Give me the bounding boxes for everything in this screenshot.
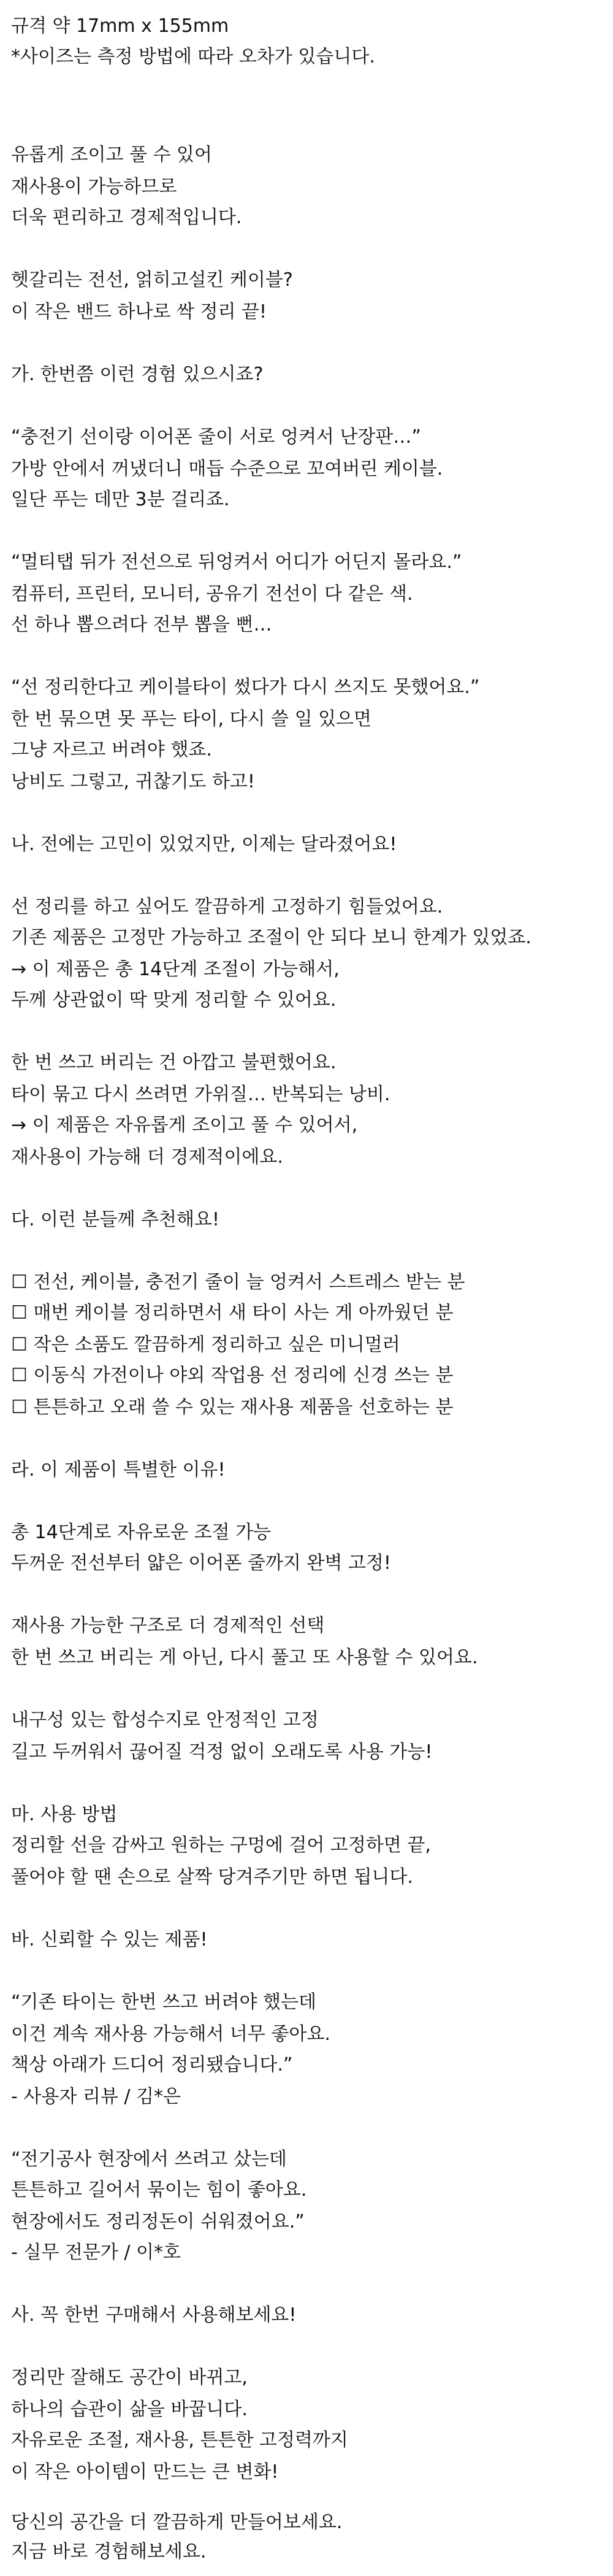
section-ba-heading: 바. 신뢰할 수 있는 제품! [11, 1929, 208, 1950]
na-block2-line-1: 한 번 쓰고 버리는 건 아깝고 불편했어요. [11, 1052, 337, 1073]
section-ra-heading: 라. 이 제품이 특별한 이유! [11, 1459, 226, 1481]
review1-line-1: “기존 타이는 한번 쓰고 버려야 했는데 [11, 1991, 316, 2013]
ma-line-1: 정리할 선을 감싸고 원하는 구멍에 걸어 고정하면 끝, [11, 1834, 431, 1856]
na-block1-line-2: 기존 제품은 고정만 가능하고 조절이 안 되다 보니 한계가 있었죠. [11, 927, 531, 948]
spec-size: 규격 약 17mm x 155mm [11, 15, 229, 37]
case1-line-3: 일단 푸는 데만 3분 걸리죠. [11, 489, 230, 510]
section-na-heading: 나. 전에는 고민이 있었지만, 이제는 달라졌어요! [11, 834, 397, 855]
case2-line-2: 컴퓨터, 프린터, 모니터, 공유기 전선이 다 같은 색. [11, 583, 413, 605]
recommend-item: ☐ 매번 케이블 정리하면서 새 타이 사는 게 아까웠던 분 [11, 1302, 454, 1324]
ra-point3-line-1: 내구성 있는 합성수지로 안정적인 고정 [11, 1709, 319, 1731]
intro-line-2: 재사용이 가능하므로 [11, 176, 177, 197]
spec-note: *사이즈는 측정 방법에 따라 오차가 있습니다. [11, 46, 375, 67]
intro-line-3: 더욱 편리하고 경제적입니다. [11, 207, 242, 228]
recommend-item: ☐ 작은 소품도 깔끔하게 정리하고 싶은 미니멀러 [11, 1334, 400, 1355]
na-block2-line-4: 재사용이 가능해 더 경제적이에요. [11, 1146, 283, 1168]
intro-line-1: 유롭게 조이고 풀 수 있어 [11, 144, 212, 166]
review1-line-2: 이건 계속 재사용 가능해서 너무 좋아요. [11, 2023, 330, 2045]
case2-line-3: 선 하나 뽑으려다 전부 뽑을 뻔… [11, 614, 272, 635]
ra-point3-line-2: 길고 두꺼워서 끊어질 걱정 없이 오래도록 사용 가능! [11, 1741, 433, 1763]
sa-block1-line-1: 정리만 잘해도 공간이 바뀌고, [11, 2367, 248, 2388]
hook-line-1: 헷갈리는 전선, 얽히고설킨 케이블? [11, 269, 293, 291]
section-ma-heading: 마. 사용 방법 [11, 1804, 118, 1825]
recommend-item: ☐ 이동식 가전이나 야외 작업용 선 정리에 신경 쓰는 분 [11, 1365, 454, 1386]
case1-line-1: “충전기 선이랑 이어폰 줄이 서로 엉켜서 난장판…” [11, 426, 421, 448]
section-da-heading: 다. 이런 분들께 추천해요! [11, 1209, 219, 1230]
ra-point1-line-2: 두꺼운 전선부터 얇은 이어폰 줄까지 완벽 고정! [11, 1552, 391, 1574]
sa-block2-line-1: 당신의 공간을 더 깔끔하게 만들어보세요. [11, 2512, 343, 2533]
ra-point2-line-1: 재사용 가능한 구조로 더 경제적인 선택 [11, 1615, 325, 1636]
review2-line-3: 현장에서도 정리정돈이 쉬워졌어요.” [11, 2211, 305, 2233]
case3-line-4: 낭비도 그렇고, 귀찮기도 하고! [11, 771, 255, 792]
na-block1-line-4: 두께 상관없이 딱 맞게 정리할 수 있어요. [11, 989, 337, 1011]
section-sa-heading: 사. 꼭 한번 구매해서 사용해보세요! [11, 2304, 297, 2326]
section-ga-heading: 가. 한번쯤 이런 경험 있으시죠? [11, 364, 264, 385]
case1-line-2: 가방 안에서 꺼냈더니 매듭 수준으로 꼬여버린 케이블. [11, 458, 443, 480]
sa-block1-line-4: 이 작은 아이템이 만드는 큰 변화! [11, 2461, 279, 2483]
review1-author: - 사용자 리뷰 / 김*은 [11, 2086, 181, 2107]
recommend-item: ☐ 전선, 케이블, 충전기 줄이 늘 엉켜서 스트레스 받는 분 [11, 1271, 465, 1293]
case2-line-1: “멀티탭 뒤가 전선으로 뒤엉켜서 어디가 어딘지 몰라요.” [11, 551, 462, 573]
case3-line-1: “선 정리한다고 케이블타이 썼다가 다시 쓰지도 못했어요.” [11, 677, 480, 698]
sa-block1-line-3: 자유로운 조절, 재사용, 튼튼한 고정력까지 [11, 2429, 348, 2451]
case3-line-3: 그냥 자르고 버려야 했죠. [11, 739, 212, 761]
review2-line-2: 튼튼하고 길어서 묶이는 힘이 좋아요. [11, 2179, 307, 2201]
na-block1-line-3: → 이 제품은 총 14단계 조절이 가능해서, [11, 959, 340, 980]
sa-block2-line-2: 지금 바로 경험해보세요. [11, 2541, 207, 2563]
review2-line-1: “전기공사 현장에서 쓰려고 샀는데 [11, 2149, 287, 2170]
ra-point1-line-1: 총 14단계로 자유로운 조절 가능 [11, 1522, 272, 1543]
recommend-item: ☐ 튼튼하고 오래 쓸 수 있는 재사용 제품을 선호하는 분 [11, 1397, 454, 1418]
ma-line-2: 풀어야 할 땐 손으로 살짝 당겨주기만 하면 됩니다. [11, 1866, 413, 1888]
ra-point2-line-2: 한 번 쓰고 버리는 게 아닌, 다시 풀고 또 사용할 수 있어요. [11, 1647, 478, 1668]
na-block2-line-3: → 이 제품은 자유롭게 조이고 풀 수 있어서, [11, 1114, 358, 1136]
sa-block1-line-2: 하나의 습관이 삶을 바꿉니다. [11, 2399, 248, 2420]
review1-line-3: 책상 아래가 드디어 정리됐습니다.” [11, 2054, 293, 2076]
hook-line-2: 이 작은 밴드 하나로 싹 정리 끝! [11, 301, 267, 323]
na-block2-line-2: 타이 묶고 다시 쓰려면 가위질… 반복되는 낭비. [11, 1084, 390, 1105]
case3-line-2: 한 번 묶으면 못 푸는 타이, 다시 쓸 일 있으면 [11, 708, 372, 730]
review2-author: - 실무 전문가 / 이*호 [11, 2242, 181, 2263]
na-block1-line-1: 선 정리를 하고 싶어도 깔끔하게 고정하기 힘들었어요. [11, 896, 443, 918]
